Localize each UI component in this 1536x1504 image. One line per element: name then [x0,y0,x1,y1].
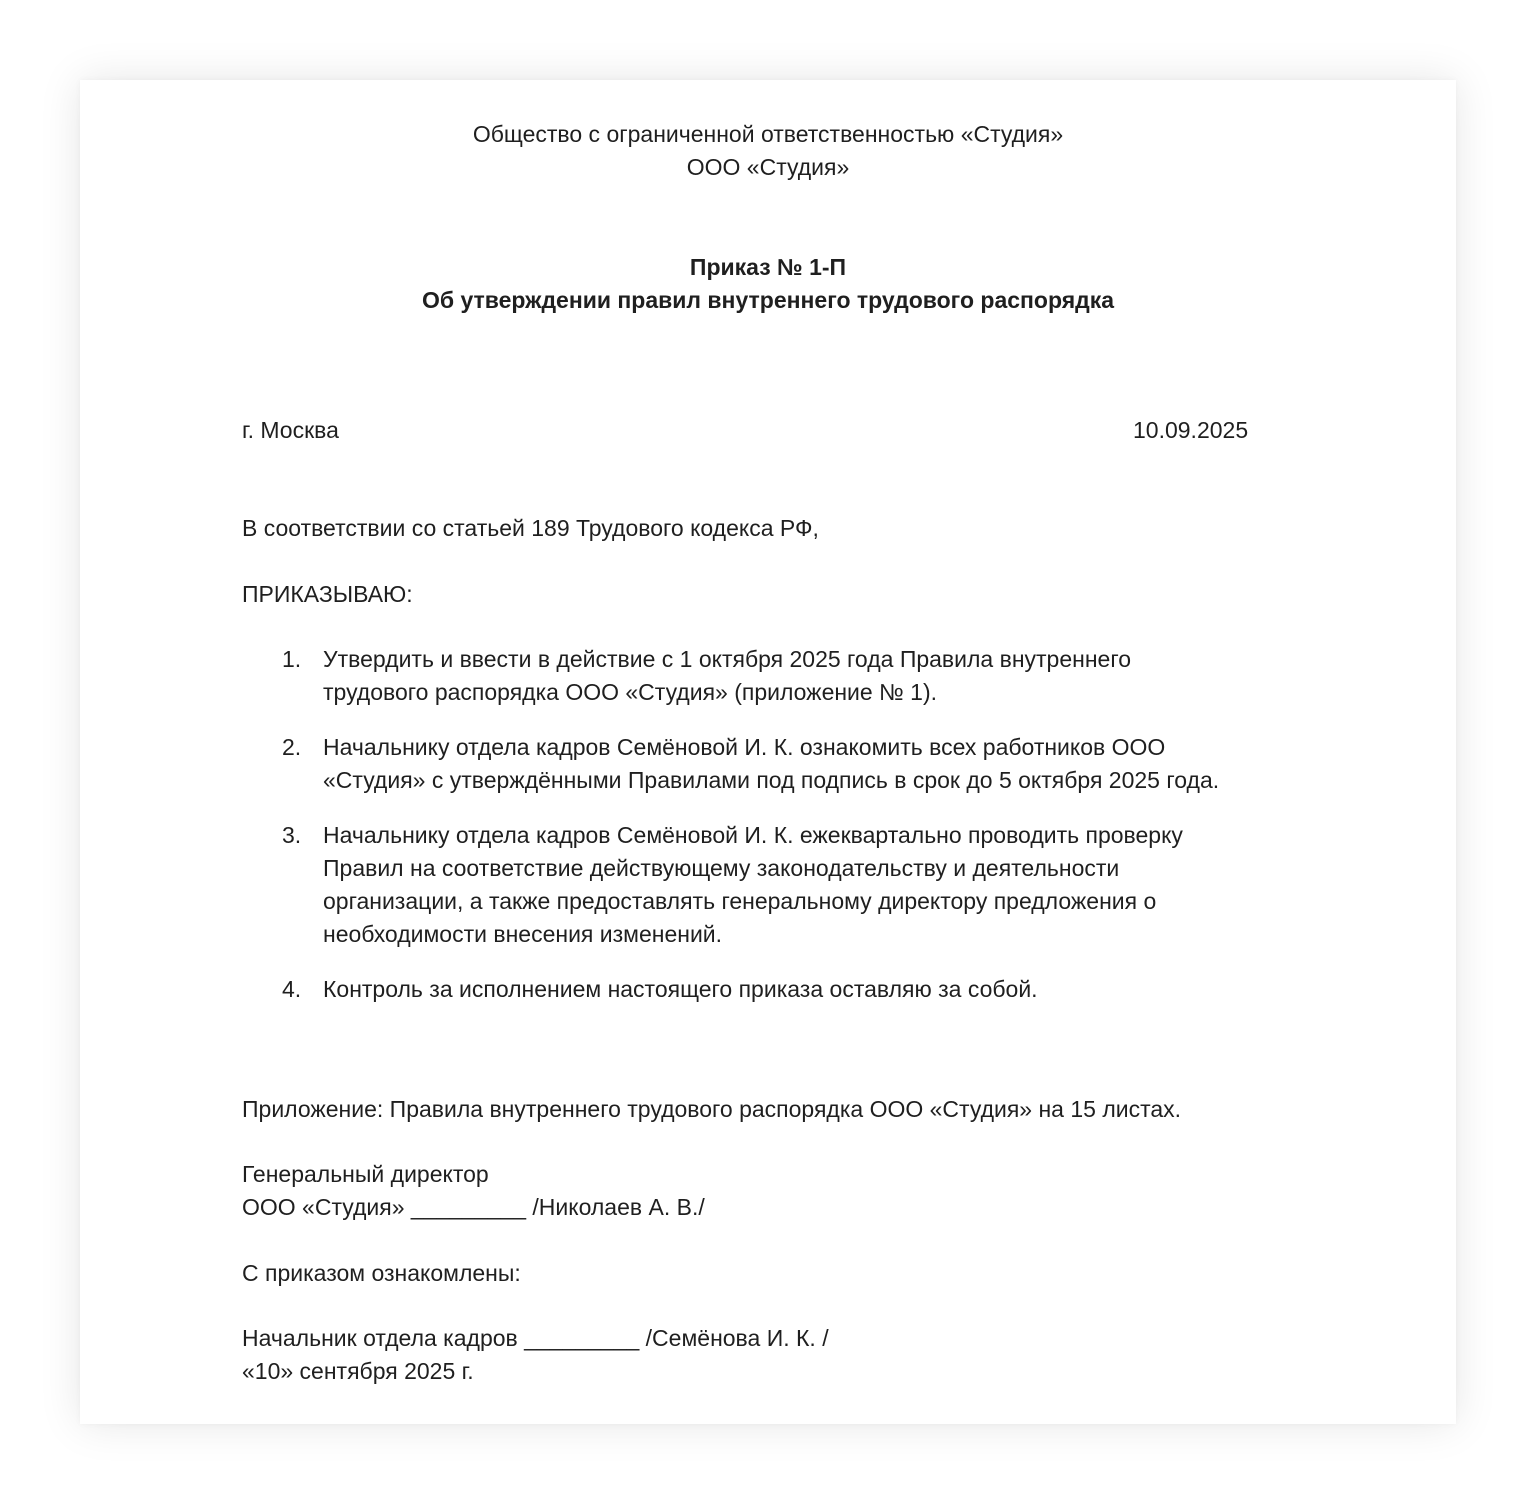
list-item-line: трудового распорядка ООО «Студия» (приложение № 1). [323,679,937,705]
list-item [323,643,1131,709]
list-item [323,819,1183,951]
acknowledged-heading: С приказом ознакомлены: [242,1260,521,1286]
list-item-line: Начальнику отдела кадров Семёновой И. К. ознакомить всех работников ООО [323,734,1166,760]
order-word: ПРИКАЗЫВАЮ: [242,581,413,607]
order-subject: Об утверждении правил внутреннего трудового распорядка [421,287,1115,313]
order-number: Приказ № 1-П [689,254,847,280]
city: г. Москва [242,417,339,443]
signature-line: ООО «Студия» _________ /Николаев А. В./ [242,1194,705,1220]
list-item [323,731,1219,797]
list-item-number: 3. [282,822,302,848]
list-item [323,973,1038,1006]
list-item-line: Контроль за исполнением настоящего приказа оставляю за собой. [323,976,1038,1002]
list-item-line: организации, а также предоставлять генеральному директору предложения о [323,888,1157,914]
appendix-note: Приложение: Правила внутреннего трудового распорядка ООО «Студия» на 15 листах. [242,1096,1182,1122]
org-full-name: Общество с ограниченной ответственностью «Студия» [472,121,1064,147]
legal-basis: В соответствии со статьей 189 Трудового кодекса РФ, [242,515,819,541]
list-item-number: 2. [282,734,302,760]
list-item-line: Начальнику отдела кадров Семёновой И. К. ежеквартально проводить проверку [323,822,1183,848]
list-item-line: необходимости внесения изменений. [323,921,723,947]
signer-position: Генеральный директор [242,1161,489,1187]
list-item-line: Утвердить и ввести в действие с 1 октября 2025 года Правила внутреннего [323,646,1132,672]
acknowledged-date: «10» сентября 2025 г. [242,1358,474,1384]
list-item-number: 4. [282,976,302,1002]
list-item-line: Правил на соответствие действующему законодательству и деятельности [323,855,1120,881]
acknowledged-signature-line: Начальник отдела кадров _________ /Семёнова И. К. / [242,1325,829,1351]
org-short-name: ООО «Студия» [686,154,850,180]
list-item-line: «Студия» с утверждёнными Правилами под подпись в срок до 5 октября 2025 года. [323,767,1220,793]
order-date: 10.09.2025 [1133,417,1249,443]
list-item-number: 1. [282,646,302,672]
